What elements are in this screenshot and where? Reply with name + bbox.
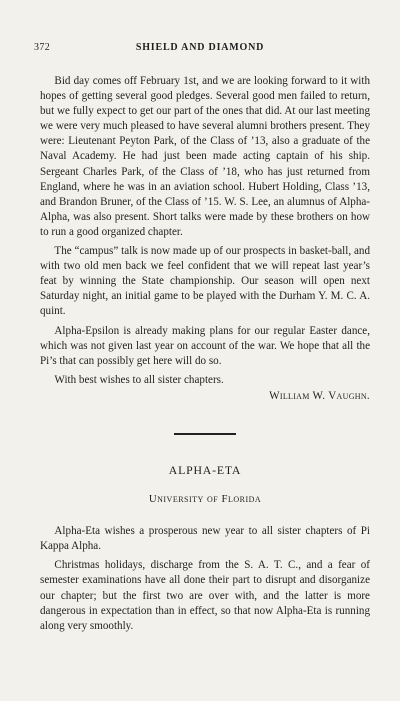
page-header xyxy=(34,42,366,58)
section-paragraph-holidays: Christmas holidays, discharge from the S. A. T. C., and a fear of semester examinations have all done their part to disrupt and disorganize our chapter; but the first two are over with, and the latter is more dangerous in expectation than in effect, so that now Alpha-Eta is running along very smoothly. xyxy=(40,559,370,632)
page-number: 372 xyxy=(34,42,51,53)
section-divider xyxy=(174,433,236,435)
paragraph-best-wishes: With best wishes to all sister chapters. xyxy=(54,373,224,386)
paragraph-campus-talk: The “campus” talk is now made up of our prospects in basket-ball, and with two old men back we feel confident that we will repeat last year’s feat by winning the State championship. Our season will open next Saturday night, an initial game to be played with the Durham Y. M. C. A. quint. xyxy=(40,245,370,318)
section-title: ALPHA-ETA xyxy=(168,462,242,477)
section-paragraph-new-year: Alpha-Eta wishes a prosperous new year to all sister chapters of Pi Kappa Alpha. xyxy=(40,525,370,553)
signature: William W. Vaughn. xyxy=(269,389,370,402)
paragraph-bid-day: Bid day comes off February 1st, and we are looking forward to it with hopes of getting several good pledges. Several good men failed to return, but we fully expect to get our part of the ones that did. At our last meeting we were very much pleased to have several alumni brothers present. They were: Lieutenant Peyton Park, of the Class of ’13, also a graduate of the Naval Academy. He had just been made acting captain of his ship. Sergeant Charles Park, of the Class of ’18, who has just returned from England, where he was in an aviation school. Hubert Holding, Class ’13, and Brandon Bruner, of the Class of ’15. W. S. Lee, an alumnus of Alpha-Alpha, was also present. Short talks were made by these brothers on how to run a good organized chapter. xyxy=(40,75,370,238)
section-subtitle: University of Florida xyxy=(148,493,262,506)
main-content xyxy=(40,74,370,634)
paragraph-easter-dance: Alpha-Epsilon is already making plans for our regular Easter dance, which was not given last year on account of the war. We hope that all the Pi’s that can possibly get here will do so. xyxy=(40,324,370,367)
running-title: SHIELD AND DIAMOND xyxy=(135,42,265,53)
